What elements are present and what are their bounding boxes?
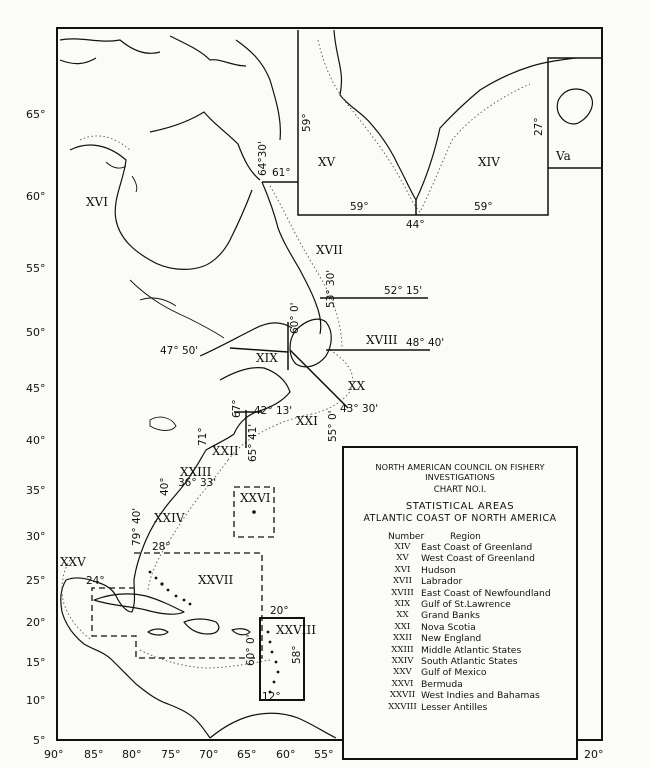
lat-label-30: 30° [26,530,46,543]
label-59-b: 59° [474,201,493,213]
line-43-30 [290,350,348,408]
region-label-xv: XV [318,155,336,169]
legend-row [344,553,576,564]
label-36-33: 36° 33' [178,477,217,489]
label-42-13: 42° 13' [254,405,293,417]
legend-row [344,667,576,678]
lon-label-65: 65° [237,748,257,761]
label-71: 71° [197,427,209,446]
label-67: 67° [231,399,243,418]
inland-features [106,162,224,431]
label-28: 28° [152,541,171,553]
iceland-coast [557,89,592,124]
gulf-of-mexico-coast [61,578,112,660]
bahamas-island [189,603,192,606]
arctic-islands [60,36,280,140]
legend-row-number: XXI [394,621,411,632]
jamaica-coast [148,629,168,635]
legend-row-region: Gulf of St.Lawrence [421,599,511,611]
cuba-coast [94,594,184,614]
legend-row-number: XXV [393,667,412,678]
legend-row-number: XXVI [391,678,414,689]
legend-row-number: XXII [392,633,413,644]
lon-label-90: 90° [44,748,64,761]
inland-river-1 [130,280,224,338]
legend-row [344,599,576,610]
legend-row-region: Bermuda [421,678,463,690]
lat-label-35: 35° [26,484,46,497]
central-america-coast [112,660,210,738]
region-label-xxii: XXII [212,444,239,458]
legend-row [344,542,576,553]
label-65-41: 65° 41' [247,423,259,462]
legend-row-region: West Coast of Greenland [421,553,535,565]
legend-row [344,576,576,587]
region-label-va: Va [556,149,571,163]
label-55-0: 55° 0' [327,410,339,442]
lat-label-55: 55° [26,262,46,275]
label-44: 44° [406,219,425,231]
legend-row-number: XVIII [391,587,414,598]
legend-row [344,565,576,576]
lat-label-25: 25° [26,574,46,587]
region-label-xiv: XIV [478,155,500,169]
hispaniola-coast [184,619,219,634]
label-59-vertical: 59° [301,113,313,132]
antilles-island [267,631,270,634]
region-label-xvi: XVI [86,195,108,209]
label-12: 12° [262,691,281,703]
region-label-xxv: XXV [60,555,86,569]
lon-label-60: 60° [276,748,296,761]
label-61: 61° [272,167,291,179]
area-boundaries [230,30,602,448]
lat-label-40: 40° [26,434,46,447]
legend-rows [344,542,576,713]
legend-col-number: Number [388,532,425,542]
lat-label-10: 10° [26,694,46,707]
label-60-0-b: 60° 0' [245,634,257,666]
label-48-40: 48° 40' [406,337,445,349]
legend-col-region: Region [450,532,481,542]
legend-box [342,446,578,760]
legend-row [344,645,576,656]
legend-chart-number: CHART NO.I. [433,485,487,495]
region-label-xviii: XVIII [366,333,398,347]
legend-row-region: Lesser Antilles [421,701,488,713]
hudson-bay-islands [106,162,137,192]
bahamas-island [160,582,163,585]
legend-row-number: XXIV [391,656,414,667]
legend-row-number: XXIII [391,644,414,655]
legend-row-number: XIX [394,599,411,610]
lat-label-60: 60° [26,190,46,203]
legend-row-number: XXVII [389,690,416,701]
legend-row-region: South Atlantic States [421,656,518,668]
legend-row-number: XXVIII [388,701,417,712]
legend-row [344,588,576,599]
contour-gulf [62,560,92,640]
legend-row-number: XVI [394,564,411,575]
greenland-box-boundary [298,30,548,215]
legend-row-region: West Indies and Bahamas [421,690,540,702]
contour-greenland [318,40,530,212]
legend-row-number: XIV [394,542,411,552]
legend-row [344,633,576,644]
label-64-30: 64°30' [257,141,269,176]
legend-title-line2: ATLANTIC COAST OF NORTH AMERICA [363,513,557,524]
lon-label-20: 20° [584,748,604,761]
antilles-island [277,671,280,674]
greenland-west-coast [334,30,416,200]
label-43-30: 43° 30' [340,403,379,415]
legend-row-region: New England [421,633,482,645]
legend-header [344,532,576,542]
lon-label-80: 80° [122,748,142,761]
legend-row-number: XVII [392,576,413,587]
region-label-xxvii: XXVII [198,573,234,587]
bahamas-island [149,571,152,574]
label-79-40: 79° 40' [131,507,143,546]
label-60-0: 60° 0' [289,302,301,334]
legend-row-region: East Coast of Newfoundland [421,587,551,599]
lat-label-20: 20° [26,616,46,629]
lat-label-50: 50° [26,326,46,339]
bahamas-island [175,595,178,598]
legend-row [344,702,576,713]
legend-row [344,622,576,633]
label-52-15: 52° 15' [384,285,423,297]
legend-row-region: Hudson [421,564,456,576]
antilles-island [271,651,274,654]
lon-label-85: 85° [84,748,104,761]
label-20: 20° [270,605,289,617]
lon-label-70: 70° [199,748,219,761]
region-label-xxviii: XXVIII [276,623,316,637]
antilles-island [275,661,278,664]
lat-label-45: 45° [26,382,46,395]
bahamas-island [167,589,170,592]
greenland-east-coast [416,58,575,200]
latitude-axis [26,108,46,747]
label-24: 24° [86,575,105,587]
legend-row-region: Gulf of Mexico [421,667,487,679]
region-label-xix: XIX [256,351,278,365]
bermuda-island [252,510,256,514]
label-58: 58° [291,645,303,664]
legend-row-region: Middle Atlantic States [421,644,522,656]
lat-label-5: 5° [33,734,46,747]
legend-row-region: Labrador [421,576,463,588]
bahamas-island [155,577,158,580]
region-label-xx: XX [348,379,366,393]
legend-row [344,656,576,667]
legend-row [344,690,576,701]
puerto-rico-coast [232,629,250,635]
label-47-50: 47° 50' [160,345,199,357]
legend-row-number: XV [396,553,409,564]
region-label-xxi: XXI [296,414,318,428]
legend-row-region: East Coast of Greenland [421,542,533,553]
lat-label-15: 15° [26,656,46,669]
lon-label-55: 55° [314,748,334,761]
south-america-coast [210,713,336,738]
legend-row-region: Nova Scotia [421,621,476,633]
legend-row-region: Grand Banks [421,610,480,622]
legend-row [344,610,576,621]
region-label-xxiii: XXIII [180,465,212,479]
label-53-30: 53° 30' [325,269,337,308]
region-label-xvii: XVII [316,243,343,257]
label-59-a: 59° [350,201,369,213]
antilles-island [273,681,276,684]
bahamas-island [183,599,186,602]
baffin-coast [150,112,260,180]
legend-row [344,679,576,690]
region-label-xxiv: XXIV [154,511,185,525]
region-label-xxvi: XXVI [240,491,271,505]
lon-label-75: 75° [161,748,181,761]
lat-label-65: 65° [26,108,46,121]
label-40: 40° [159,477,171,496]
inland-lake [150,417,176,430]
label-27: 27° [533,117,545,136]
legend-title-line1: STATISTICAL AREAS [405,501,515,512]
legend-council: NORTH AMERICAN COUNCIL ON FISHERY INVESTIGATIONS [375,462,545,482]
legend-row-number: XX [396,610,409,621]
antilles-island [269,641,272,644]
